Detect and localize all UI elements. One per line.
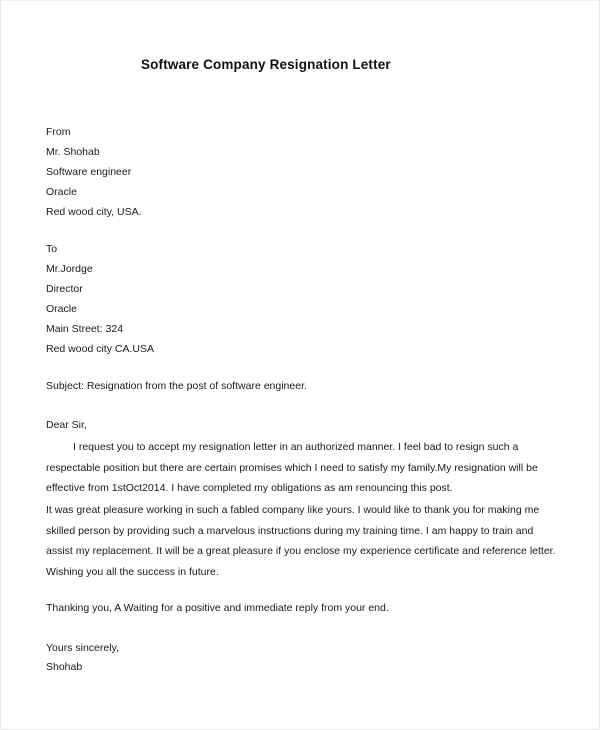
closing-phrase: Yours sincerely,: [46, 642, 119, 654]
recipient-title: Director: [46, 283, 83, 295]
sender-company: Oracle: [46, 186, 77, 198]
sender-name: Mr. Shohab: [46, 146, 100, 158]
page-title: Software Company Resignation Letter: [141, 57, 391, 72]
body-paragraph-1: I request you to accept my resignation letter in an authorized manner. I feel bad to resign such a respectable position but there are certain promises which I need to satisfy my family.My resignation will be effective from 1stOct2014. I have completed my obligations as am renouncing this post.: [46, 441, 538, 494]
to-label: To: [46, 243, 58, 255]
recipient-street: Main Street: 324: [46, 323, 124, 335]
recipient-name: Mr.Jordge: [46, 263, 93, 275]
sender-location: Red wood city, USA.: [46, 206, 142, 218]
sender-address-block: [46, 122, 142, 222]
signature-name: Shohab: [46, 661, 83, 673]
recipient-address-block: [46, 239, 154, 359]
body-paragraph-3: Thanking you, A Waiting for a positive and immediate reply from your end.: [46, 602, 389, 614]
recipient-location: Red wood city CA.USA: [46, 343, 154, 355]
from-label: From: [46, 126, 71, 138]
recipient-company: Oracle: [46, 303, 77, 315]
resignation-letter: [1, 1, 600, 730]
salutation: Dear Sir,: [46, 419, 87, 431]
subject-line: Subject: Resignation from the post of software engineer.: [46, 380, 307, 392]
sender-title: Software engineer: [46, 166, 132, 178]
body-paragraph-2: It was great pleasure working in such a fabled company like yours. I would like to thank you for making me skilled person by providing such a marvelous instructions during my training time. I am happy to train and assist my replacement. It will be a great pleasure if you enclose my experience certificate and reference letter. Wishing you all the success in future.: [46, 504, 556, 578]
